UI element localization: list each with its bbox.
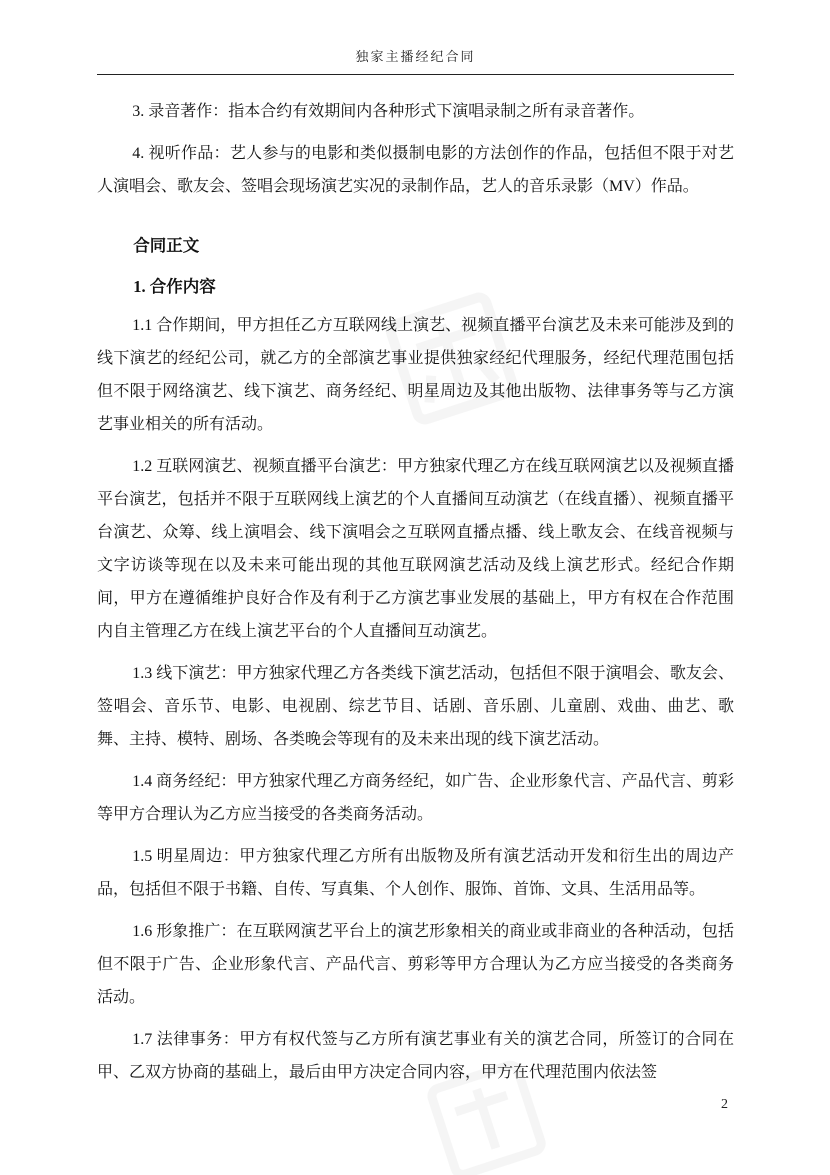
paragraph: 1.5 明星周边：甲方独家代理乙方所有出版物及所有演艺活动开发和衍生出的周边产品，包括但不限于书籍、自传、写真集、个人创作、服饰、首饰、文具、生活用品等。: [97, 848, 734, 898]
paragraph: 1.6 形象推广：在互联网演艺平台上的演艺形象相关的商业或非商业的各种活动，包括但不限于广告、企业形象代言、产品代言、剪彩等甲方合理认为乙方应当接受的各类商务活动。: [97, 923, 734, 1006]
section-title: 合同正文: [133, 236, 200, 255]
page-number: 2: [721, 1097, 728, 1112]
paragraph: 1.7 法律事务：甲方有权代签与乙方所有演艺事业有关的演艺合同，所签订的合同在甲、乙双方协商的基础上，最后由甲方决定合同内容，甲方在代理范围内依法签: [97, 1031, 734, 1081]
paragraph: 1.1 合作期间，甲方担任乙方互联网线上演艺、视频直播平台演艺及未来可能涉及到的线下演艺的经纪公司，就乙方的全部演艺事业提供独家经纪代理服务，经纪代理范围包括但不限于网络演艺、线下演艺、商务经纪、明星周边及其他出版物、法律事务等与乙方演艺事业相关的所有活动。: [97, 317, 734, 433]
header-rule: [97, 74, 734, 75]
page-header: [97, 46, 734, 83]
paragraph: 3. 录音著作：指本合约有效期间内各种形式下演唱录制之所有录音著作。: [132, 103, 645, 120]
header-title: 独家主播经纪合同: [355, 49, 476, 64]
paragraph: 1.2 互联网演艺、视频直播平台演艺：甲方独家代理乙方在线互联网演艺以及视频直播平台演艺，包括并不限于互联网线上演艺的个人直播间互动演艺（在线直播）、视频直播平台演艺、众筹、线上演唱会、线下演唱会之互联网直播点播、线上歌友会、在线音视频与文字访谈等现在以及未来可能出现的其他互联网演艺活动及线上演艺形式。经纪合作期间，甲方在遵循维护良好合作及有利于乙方演艺事业发展的基础上，甲方有权在合作范围内自主管理乙方在线上演艺平台的个人直播间互动演艺。: [97, 458, 734, 640]
paragraph: 4. 视听作品：艺人参与的电影和类似摄制电影的方法创作的作品，包括但不限于对艺人演唱会、歌友会、签唱会现场演艺实况的录制作品，艺人的音乐录影（MV）作品。: [97, 145, 734, 195]
section-heading: 1. 合作内容: [133, 277, 216, 296]
paragraph: 1.4 商务经纪：甲方独家代理乙方商务经纪，如广告、企业形象代言、产品代言、剪彩等甲方合理认为乙方应当接受的各类商务活动。: [97, 773, 734, 823]
document-body: [97, 95, 734, 1098]
paragraph: 1.3 线下演艺：甲方独家代理乙方各类线下演艺活动，包括但不限于演唱会、歌友会、签唱会、音乐节、电影、电视剧、综艺节目、话剧、音乐剧、儿童剧、戏曲、曲艺、歌舞、主持、模特、剧场、各类晚会等现有的及未来出现的线下演艺活动。: [97, 665, 734, 748]
